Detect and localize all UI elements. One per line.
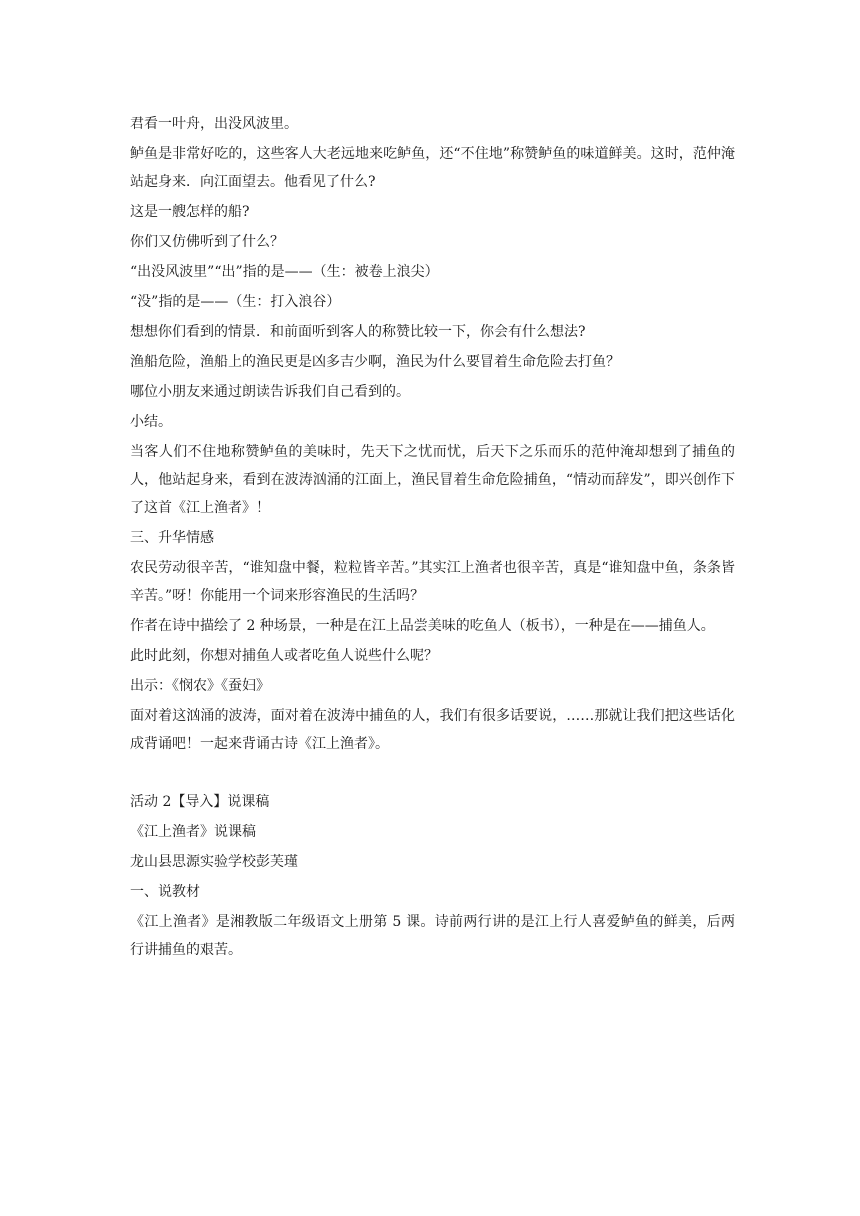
paragraph: 作者在诗中描绘了 2 种场景，一种是在江上品尝美味的吃鱼人（板书），一种是在——捕鱼人。 [130, 618, 715, 634]
paragraph: 《江上渔者》是湘教版二年级语文上册第 5 课。诗前两行讲的是江上行人喜爱鲈鱼的鲜美，后两行讲捕鱼的艰苦。 [130, 914, 735, 958]
paragraph: 此时此刻，你想对捕鱼人或者吃鱼人说些什么呢？ [130, 648, 438, 664]
paragraph: 你们又仿佛听到了什么？ [130, 234, 284, 250]
paragraph: 想想你们看到的情景．和前面听到客人的称赞比较一下，你会有什么想法? [130, 324, 586, 340]
author-line: 龙山县思源实验学校彭芙瑾 [130, 854, 298, 870]
activity-heading: 活动 2【导入】说课稿 [130, 794, 270, 810]
paragraph: 渔船危险，渔船上的渔民更是凶多吉少啊，渔民为什么要冒着生命危险去打鱼？ [130, 354, 620, 370]
paragraph: 哪位小朋友来通过朗读告诉我们自己看到的。 [130, 384, 410, 400]
paragraph: 小结。 [130, 414, 172, 430]
section-heading: 一、说教材 [130, 884, 200, 900]
paragraph: 鲈鱼是非常好吃的，这些客人大老远地来吃鲈鱼，还“不住地”称赞鲈鱼的味道鲜美。这时，范仲淹站起身来．向江面望去。他看见了什么? [130, 146, 735, 190]
paragraph: 当客人们不住地称赞鲈鱼的美味时，先天下之忧而忧，后天下之乐而乐的范仲淹却想到了捕鱼的人，他站起身来，看到在波涛汹涌的江面上，渔民冒着生命危险捕鱼，“情动而辞发”，即兴创作下了这首《江上渔者》！ [130, 444, 735, 516]
document-body [130, 110, 735, 966]
paragraph: 君看一叶舟，出没风波里。 [130, 116, 298, 132]
document-title: 《江上渔者》说课稿 [130, 824, 256, 840]
section-spacer [130, 760, 735, 788]
paragraph: 农民劳动很辛苦，“谁知盘中餐，粒粒皆辛苦。”其实江上渔者也很辛苦，真是“谁知盘中鱼，条条皆辛苦。”呀！你能用一个词来形容渔民的生活吗？ [130, 560, 735, 604]
paragraph: “出没风波里”“出”指的是——（生：被卷上浪尖） [130, 264, 439, 280]
paragraph: 面对着这汹涌的波涛，面对着在波涛中捕鱼的人，我们有很多话要说，……那就让我们把这些话化成背诵吧！一起来背诵古诗《江上渔者》。 [130, 708, 735, 752]
paragraph: “没”指的是——（生：打入浪谷） [130, 294, 341, 310]
paragraph: 这是一艘怎样的船? [130, 204, 250, 220]
section-heading: 三、升华情感 [130, 530, 214, 546]
paragraph: 出示：《悯农》《蚕妇》 [130, 678, 270, 694]
